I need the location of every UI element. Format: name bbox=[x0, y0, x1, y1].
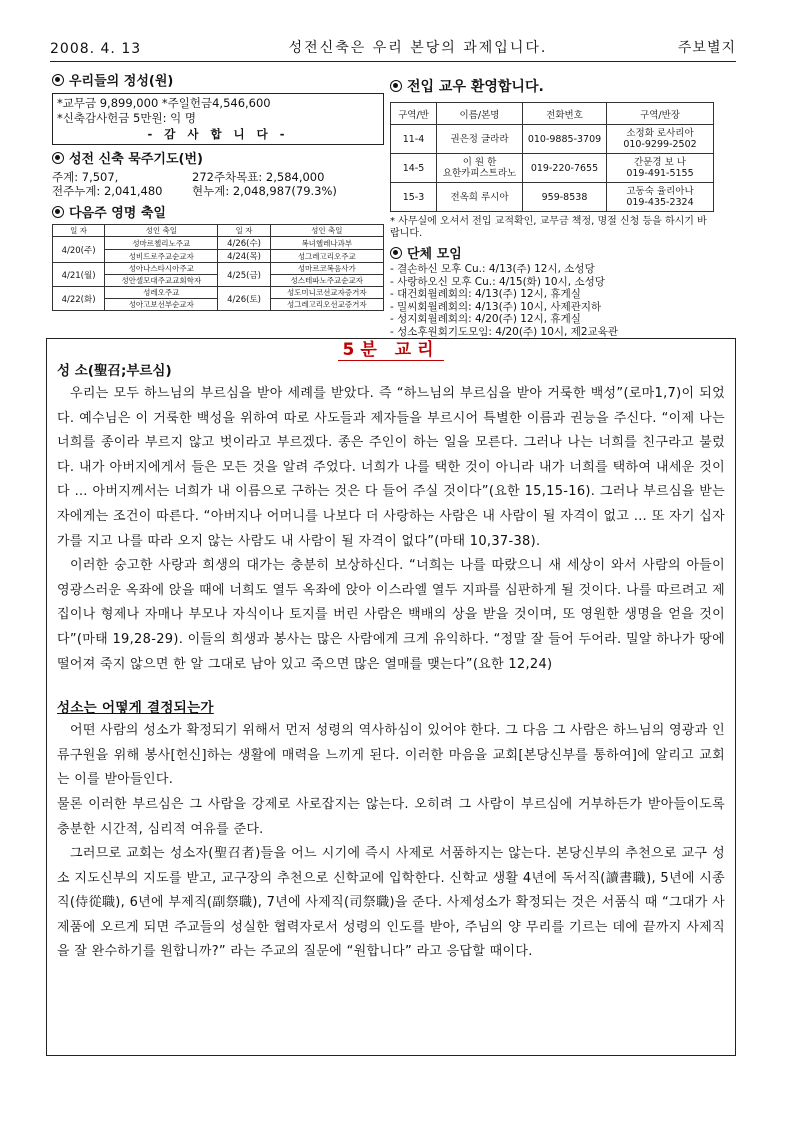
vocation-subheading: 성 소(聖召;부르심) bbox=[57, 363, 172, 379]
transfer-name-line-1: 이 원 한 bbox=[462, 157, 497, 168]
transfer-zone: 14-5 bbox=[391, 154, 437, 183]
bullet-circle-icon bbox=[390, 80, 402, 92]
feast-saint: 성레오주교 bbox=[105, 287, 218, 299]
list-item: - 결손하신 모후 Cu.: 4/13(주) 12시, 소성당 bbox=[390, 263, 595, 275]
transfer-header-cell: 구역/반장 bbox=[607, 103, 714, 125]
bullet-circle-icon bbox=[390, 247, 402, 259]
transfer-zone: 15-3 bbox=[391, 183, 437, 212]
offerings-box bbox=[52, 93, 384, 145]
transfer-title: 전입 교우 환영합니다. bbox=[407, 79, 544, 95]
right-column bbox=[390, 76, 736, 338]
feast-date: 4/20(주) bbox=[53, 237, 105, 263]
paragraph: 그러므로 교회는 성소자(聖召者)들을 어느 시기에 즉시 사제로 서품하지는 않는다. 본당신부의 추천으로 교구 성소 지도신부의 지도를 받고, 교구장의 추천으로 신학교에 입학한다. 신학교 생활 4년에 독서직(讀書職), 5년에 시종직(侍從職), 6년에 부제직(副祭職), 7년에 사제직(司祭職)을 준다. 사제성소가 확정되는 것은 서품식 때 “그대가 사제품에 오르게 되면 주교들의 성실한 협력자로서 성령의 인도를 받아, 주님의 양 무리를 기르는 데에 끝까지 사제직을 잘 완수하기를 원합니까?” 라는 주교의 질문에 “원합니다” 라고 응답할 때이다. bbox=[57, 846, 725, 960]
transfer-leader bbox=[607, 183, 714, 212]
catechism-box bbox=[46, 338, 736, 1056]
feast-date: 4/22(화) bbox=[53, 287, 105, 311]
paragraph: 물론 이러한 부르심은 그 사람을 강제로 사로잡지는 않는다. 오히려 그 사람이 부르심에 거부하든가 받아들이도록 충분한 시간적, 심리적 여유를 준다. bbox=[57, 796, 725, 837]
paragraph: 이러한 숭고한 사랑과 희생의 대가는 충분히 보상하신다. “너희는 나를 따랐으니 새 세상이 와서 사람의 아들이 영광스러운 옥좌에 앉을 때에 너희도 열두 옥좌에 앉아 이스라엘 열두 지파를 심판하게 될 것이다. 나를 따르려고 제 집이나 형제나 자매나 부모나 자식이나 토지를 버린 사람은 백배의 상을 받을 것이며, 또 영원한 생명을 얻을 것이다”(마태 19,28-29). 이들의 희생과 봉사는 많은 사람에게 크게 유익하다. “정말 잘 들어 두어라. 밀알 하나가 땅에 떨어져 죽지 않으면 한 알 그대로 남아 있고 죽으면 많은 열매를 맺는다”(요한 12,24) bbox=[57, 558, 725, 672]
bullet-circle-icon bbox=[52, 152, 64, 164]
decision-subheading: 성소는 어떻게 결정되는가 bbox=[57, 700, 214, 717]
table-row bbox=[391, 183, 714, 212]
feast-saint: 성안셀모대주교교회학자 bbox=[105, 275, 218, 287]
list-item: - 사랑하오신 모후 Cu.: 4/15(화) 10시, 소성당 bbox=[390, 275, 605, 288]
table-row bbox=[391, 125, 714, 154]
offerings-title: 우리들의 정성(원) bbox=[69, 74, 174, 89]
transfer-header-cell: 구역/반 bbox=[391, 103, 437, 125]
offerings-line-1: *교무금 9,899,000 *주일헌금4,546,600 bbox=[57, 96, 271, 110]
transfer-leader bbox=[607, 154, 714, 183]
feast-saint: 성마르코복음사가 bbox=[270, 263, 383, 275]
paragraph: 우리는 모두 하느님의 부르심을 받아 세례를 받았다. 즉 “하느님의 부르심을 받아 거룩한 백성”(로마1,7)이 되었다. 예수님은 이 거룩한 백성을 위하여 따로 사도들과 제자들을 부르시어 특별한 이름과 권능을 주신다. “이제 나는 너희를 종이라 부르지 않고 벗이라고 부르겠다. 종은 주인이 하는 일을 모른다. 그러나 나는 너희를 친구라고 불렀다. 내가 아버지에게서 들은 모든 것을 알려 주었다. 너희가 나를 택한 것이 아니라 내가 너희를 택하여 내세운 것이다 … 아버지께서는 너희가 내 이름으로 구하는 것은 다 들어 주실 것이다”(요한 15,15-16). 그러나 부르심을 받는 자에게는 조건이 따른다. “아버지나 어머니를 나보다 더 사랑하는 사람은 내 사람이 될 자격이 없고 … 또 자기 십자가를 지고 나를 따라 오지 않는 사람도 내 사람이 될 자격이 없다”(마태 10,37-38). bbox=[57, 386, 725, 549]
transfer-table bbox=[390, 102, 714, 212]
feast-saint: 성아고보선부순교자 bbox=[105, 299, 218, 311]
groups-heading bbox=[390, 243, 736, 262]
transfer-leader-name: 고동숙 율리아나 bbox=[626, 186, 694, 197]
feast-header-cell: 일 자 bbox=[53, 225, 105, 237]
transfer-phone: 959-8538 bbox=[523, 183, 607, 212]
feast-date: 4/26(토) bbox=[218, 287, 270, 311]
transfer-phone: 019-220-7655 bbox=[523, 154, 607, 183]
feast-saint: 성마르첼리노주교 bbox=[105, 237, 218, 250]
list-item: - 성지회월례회의: 4/20(주) 12시, 휴게실 bbox=[390, 313, 581, 325]
table-row bbox=[53, 263, 384, 275]
feast-date: 4/21(월) bbox=[53, 263, 105, 287]
feast-saint: 성그레고리오선교증거자 bbox=[270, 299, 383, 311]
feast-saint: 성그레고리오주교 bbox=[270, 250, 383, 263]
feast-saint: 성도미니코선교자증거자 bbox=[270, 287, 383, 299]
bulletin-date: 2008. 4. 13 bbox=[50, 41, 142, 57]
transfer-name: 전옥희 루시아 bbox=[437, 183, 523, 212]
transfer-phone: 010-9885-3709 bbox=[523, 125, 607, 154]
bullet-circle-icon bbox=[52, 74, 64, 86]
feast-saint: 성아나스타시아주교 bbox=[105, 263, 218, 275]
groups-title: 단체 모임 bbox=[407, 247, 462, 262]
prayer-week: 주계: 7,507, bbox=[52, 170, 119, 184]
page-header bbox=[50, 36, 736, 62]
left-column bbox=[52, 70, 384, 311]
prayer-total-prev: 전주누계: 2,041,480 bbox=[52, 183, 163, 198]
prayer-heading bbox=[52, 148, 384, 167]
table-row bbox=[53, 237, 384, 250]
feast-date: 4/26(수) bbox=[218, 237, 270, 250]
transfer-header-cell: 이름/본명 bbox=[437, 103, 523, 125]
transfer-leader bbox=[607, 125, 714, 154]
feast-header-cell: 일 자 bbox=[218, 225, 270, 237]
transfer-heading bbox=[390, 76, 736, 96]
transfer-name: 권은정 글라라 bbox=[437, 125, 523, 154]
feast-saint: 복녀헬레나과부 bbox=[270, 237, 383, 250]
transfer-name bbox=[437, 154, 523, 183]
feast-saint: 성비드로주교순교자 bbox=[105, 250, 218, 263]
feast-header-row bbox=[53, 225, 384, 237]
transfer-zone: 11-4 bbox=[391, 125, 437, 154]
feast-heading bbox=[52, 202, 384, 221]
transfer-leader-name: 간문경 보 나 bbox=[634, 157, 686, 168]
prayer-title: 성전 신축 묵주기도(번) bbox=[69, 152, 203, 167]
feast-title: 다음주 영명 축일 bbox=[69, 206, 166, 221]
bulletin-motto: 성전신축은 우리 본당의 과제입니다. bbox=[288, 40, 548, 56]
transfer-leader-phone: 010-9299-2502 bbox=[623, 139, 697, 150]
table-row bbox=[53, 287, 384, 299]
feast-header-cell: 성인 축일 bbox=[270, 225, 383, 237]
transfer-name-line-2: 요한카피스트라노 bbox=[442, 168, 517, 179]
catechism-title-text: 5분 교리 bbox=[338, 340, 443, 361]
offerings-line-2: *신축감사헌금 5만원: 익 명 bbox=[57, 111, 196, 125]
feast-table bbox=[52, 224, 384, 311]
transfer-leader-phone: 019-435-2324 bbox=[626, 197, 694, 208]
catechism-title bbox=[57, 339, 725, 360]
transfer-notice: * 사무실에 오셔서 전입 교적확인, 교무금 책정, 명절 신청 등을 하시기 바랍니다. bbox=[390, 216, 707, 239]
list-item: - 대건회월례회의: 4/13(주) 12시, 휴게실 bbox=[390, 288, 581, 300]
feast-header-cell: 성인 축일 bbox=[105, 225, 218, 237]
bulletin-brand: 주보별지 bbox=[677, 40, 736, 56]
list-item: - 밀씨회월례회의: 4/13(주) 10시, 사제관지하 bbox=[390, 300, 602, 313]
paragraph: 어떤 사람의 성소가 확정되기 위해서 먼저 성령의 역사하심이 있어야 한다. 그 다음 그 사람은 하느님의 영광과 인류구원을 위해 봉사[헌신]하는 생활에 매력을 느끼게 된다. 이러한 마음을 교회[본당신부를 통하여]에 알리고 교회는 이를 받아들인다. bbox=[57, 723, 725, 788]
prayer-target: 272주차목표: 2,584,000 bbox=[192, 170, 325, 184]
catechism-body bbox=[57, 382, 725, 965]
feast-saint: 성스테파노주교순교자 bbox=[270, 275, 383, 287]
feast-date: 4/24(목) bbox=[218, 250, 270, 263]
groups-list bbox=[390, 263, 736, 338]
list-item: - 성소후원회기도모임: 4/20(주) 10시, 제2교육관 bbox=[390, 325, 618, 338]
prayer-total-now: 현누계: 2,048,987(79.3%) bbox=[192, 183, 337, 198]
transfer-header-row bbox=[391, 103, 714, 125]
table-row bbox=[391, 154, 714, 183]
transfer-leader-name: 소정화 로사리아 bbox=[626, 128, 694, 139]
offerings-heading bbox=[52, 70, 384, 89]
offerings-thanks: - 감 사 합 니 다 - bbox=[147, 127, 289, 141]
feast-date: 4/25(금) bbox=[218, 263, 270, 287]
prayer-stats bbox=[52, 171, 384, 198]
bullet-circle-icon bbox=[52, 206, 64, 218]
transfer-header-cell: 전화번호 bbox=[523, 103, 607, 125]
transfer-leader-phone: 019-491-5155 bbox=[626, 168, 694, 179]
